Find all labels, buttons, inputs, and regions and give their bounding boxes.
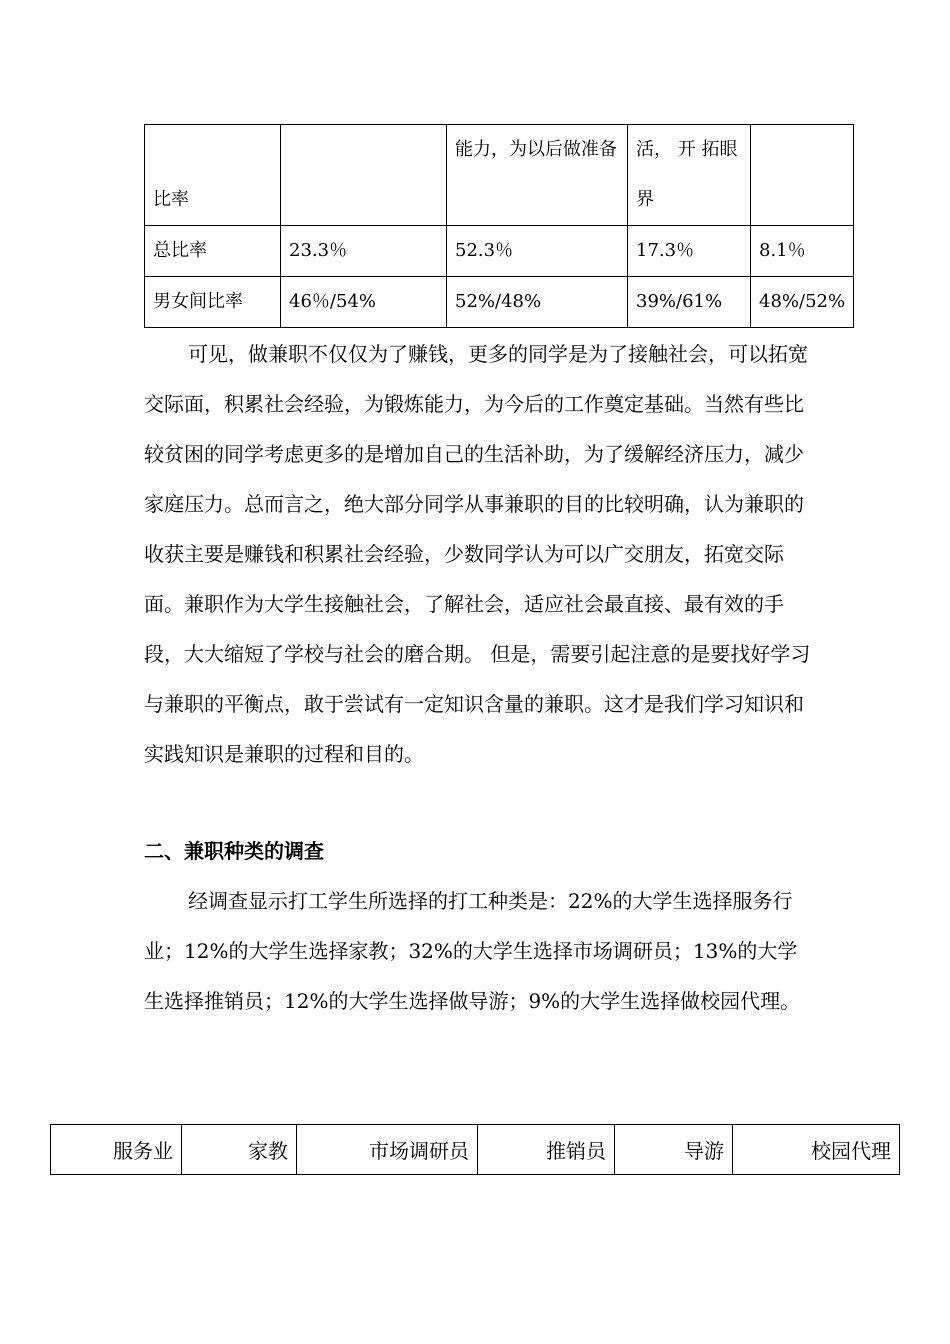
table-cell: 52.3％ <box>447 226 628 277</box>
section-heading: 二、兼职种类的调查 <box>144 839 324 863</box>
conclusion-paragraph <box>144 329 814 779</box>
table-cell: 48%/52% <box>751 277 854 328</box>
table-cell: 市场调研员 <box>297 1125 478 1175</box>
table-cell: 服务业 <box>51 1125 182 1175</box>
table-cell <box>281 125 447 226</box>
paragraph-text: 经调查显示打工学生所选择的打工种类是：22%的大学生选择服务行业；12%的大学生选择家教；32%的大学生选择市场调研员；13%的大学生选择推销员；12%的大学生选择做导游；9%的大学生选择做校园代理。 <box>144 889 801 1013</box>
table-row <box>51 1125 900 1175</box>
table-cell: 家教 <box>182 1125 297 1175</box>
table-cell: 23.3％ <box>281 226 447 277</box>
table-cell: 活， 开 拓眼界 <box>628 125 751 226</box>
table-row <box>145 125 854 226</box>
table-cell: 52%/48% <box>447 277 628 328</box>
table-cell: 39%/61% <box>628 277 751 328</box>
table-cell: 导游 <box>615 1125 733 1175</box>
table-cell: 校园代理 <box>733 1125 900 1175</box>
table-cell: 46％/54% <box>281 277 447 328</box>
table-cell: 比率 <box>145 125 281 226</box>
table-cell: 17.3％ <box>628 226 751 277</box>
job-types-table <box>50 1124 900 1175</box>
table-cell: 男女间比率 <box>145 277 281 328</box>
table-row <box>145 277 854 328</box>
table-cell: 8.1％ <box>751 226 854 277</box>
table-cell: 总比率 <box>145 226 281 277</box>
survey-paragraph <box>144 876 814 1026</box>
table-row <box>145 226 854 277</box>
table-cell: 推销员 <box>478 1125 615 1175</box>
table-cell <box>751 125 854 226</box>
paragraph-text: 可见，做兼职不仅仅为了赚钱，更多的同学是为了接触社会，可以拓宽交际面，积累社会经验，为锻炼能力，为今后的工作奠定基础。当然有些比较贫困的同学考虑更多的是增加自己的生活补助，为了缓解经济压力，减少家庭压力。总而言之，绝大部分同学从事兼职的目的比较明确，认为兼职的收获主要是赚钱和积累社会经验，少数同学认为可以广交朋友，拓宽交际面。兼职作为大学生接触社会，了解社会，适应社会最直接、最有效的手段，大大缩短了学校与社会的磨合期。 但是，需要引起注意的是要找好学习与兼职的平衡点，敢于尝试有一定知识含量的兼职。这才是我们学习知识和实践知识是兼职的过程和目的。 <box>144 342 811 766</box>
table-cell: 能力，为以后做准备 <box>447 125 628 226</box>
ratio-table <box>144 124 854 328</box>
